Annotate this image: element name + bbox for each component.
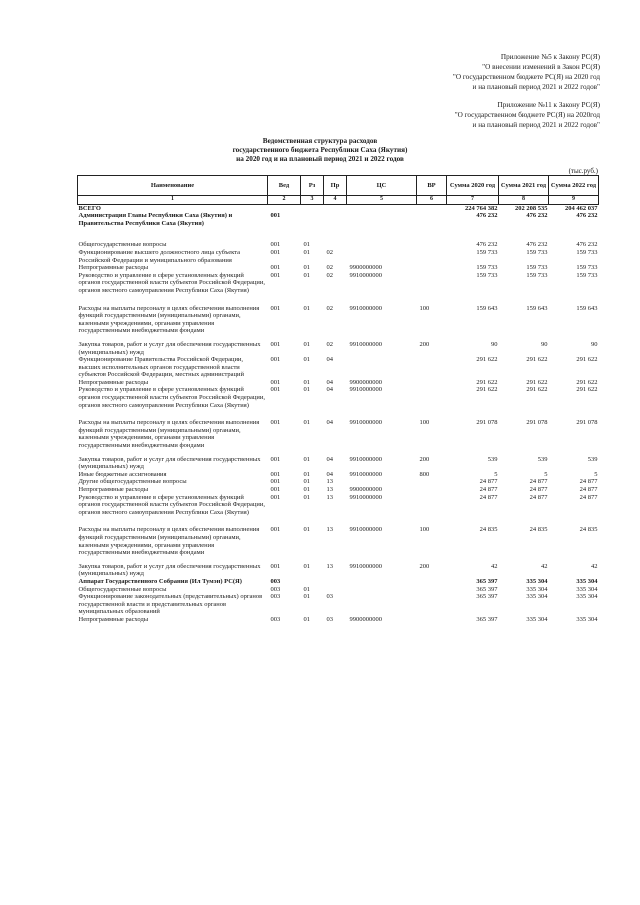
cell-ved: 001 bbox=[270, 356, 281, 364]
cell-pr: 02 bbox=[326, 304, 333, 312]
cell-vr bbox=[417, 379, 447, 387]
cell-sum-2022: 291 622 bbox=[576, 356, 598, 364]
cell-cs: 9910000000 bbox=[349, 470, 382, 478]
cell-ved: 001 bbox=[270, 493, 281, 501]
cell-vr bbox=[417, 494, 447, 517]
spacer-row bbox=[78, 295, 599, 305]
cell-cs: 9910000000 bbox=[349, 455, 382, 463]
cell-ved: 001 bbox=[270, 478, 281, 486]
cell-sum-2022: 159 733 bbox=[576, 271, 598, 279]
cell-sum-2020: 159 733 bbox=[476, 248, 498, 256]
cell-sum-2020: 365 397 bbox=[476, 615, 498, 623]
table-body bbox=[78, 204, 599, 623]
cell-cs: 9910000000 bbox=[349, 340, 382, 348]
cell-sum-2020: 291 078 bbox=[476, 419, 498, 427]
cell-ved: 001 bbox=[270, 304, 281, 312]
column-number-row bbox=[78, 196, 599, 205]
cell-sum-2021: 159 733 bbox=[526, 271, 548, 279]
cell-sum-2021: 24 877 bbox=[529, 486, 548, 493]
cell-cs: 9900000000 bbox=[349, 378, 382, 386]
cell-sum-2021: 5 bbox=[544, 470, 548, 478]
column-number: 7 bbox=[447, 196, 499, 205]
appendix-line: "О государственном бюджете РС(Я) на 2020 год bbox=[452, 73, 600, 81]
cell-sum-2021: 24 877 bbox=[529, 478, 548, 486]
cell-pr: 04 bbox=[326, 356, 333, 364]
cell-cs: 9910000000 bbox=[349, 526, 382, 534]
cell-cs bbox=[347, 249, 417, 264]
cell-sum-2020: 476 232 bbox=[476, 212, 498, 220]
appendix-line: Приложение №11 к Закону РС(Я) bbox=[497, 101, 600, 109]
spacer-cell bbox=[78, 516, 599, 526]
cell-sum-2021: 335 304 bbox=[526, 593, 548, 601]
cell-cs bbox=[347, 241, 417, 249]
table-row bbox=[78, 272, 599, 295]
cell-ved bbox=[268, 204, 301, 212]
table-row bbox=[78, 212, 599, 227]
spacer-row bbox=[78, 409, 599, 419]
cell-sum-2021: 90 bbox=[541, 340, 548, 348]
cell-ved: 001 bbox=[270, 212, 281, 220]
table-row bbox=[78, 478, 599, 486]
cell-sum-2021: 291 622 bbox=[526, 356, 548, 364]
cell-vr: 100 bbox=[419, 304, 430, 312]
cell-sum-2022: 5 bbox=[594, 470, 598, 478]
cell-pr: 03 bbox=[326, 593, 333, 601]
header-pr: Пр bbox=[324, 176, 347, 196]
cell-name: Непрограммные расходы bbox=[78, 378, 149, 386]
cell-sum-2022: 335 304 bbox=[576, 615, 598, 623]
cell-pr: 04 bbox=[326, 378, 333, 386]
cell-sum-2022: 539 bbox=[587, 455, 598, 463]
cell-cs: 9910000000 bbox=[349, 419, 382, 427]
cell-vr bbox=[417, 478, 447, 486]
cell-cs: 9910000000 bbox=[349, 271, 382, 279]
table-row bbox=[78, 494, 599, 517]
cell-pr: 02 bbox=[326, 264, 333, 272]
cell-ved: 001 bbox=[270, 486, 281, 493]
table-row bbox=[78, 593, 599, 616]
cell-sum-2022: 159 733 bbox=[576, 248, 598, 256]
cell-pr: 02 bbox=[326, 248, 333, 256]
column-number: 1 bbox=[78, 196, 268, 205]
cell-rz: 01 bbox=[303, 419, 310, 427]
cell-vr: 100 bbox=[419, 419, 430, 427]
cell-sum-2020: 365 397 bbox=[476, 585, 498, 593]
cell-sum-2020: 90 bbox=[491, 340, 498, 348]
cell-ved: 001 bbox=[270, 419, 281, 427]
cell-sum-2022: 24 877 bbox=[579, 493, 598, 501]
header-sum-2020: Сумма 2020 год bbox=[447, 176, 499, 196]
table-row bbox=[78, 264, 599, 272]
cell-ved: 001 bbox=[270, 455, 281, 463]
cell-sum-2020: 224 764 382 bbox=[465, 204, 498, 212]
table-row bbox=[78, 356, 599, 379]
cell-sum-2021: 24 877 bbox=[529, 493, 548, 501]
cell-vr: 200 bbox=[419, 562, 430, 570]
cell-rz bbox=[301, 212, 324, 227]
cell-cs bbox=[347, 578, 417, 586]
cell-sum-2022: 159 733 bbox=[576, 264, 598, 272]
cell-sum-2020: 42 bbox=[491, 562, 498, 570]
cell-rz: 01 bbox=[303, 562, 310, 570]
cell-cs bbox=[347, 593, 417, 616]
header-rz: Рз bbox=[301, 176, 324, 196]
cell-rz: 01 bbox=[303, 271, 310, 279]
cell-vr bbox=[417, 593, 447, 616]
cell-sum-2022: 90 bbox=[591, 340, 598, 348]
cell-pr: 13 bbox=[326, 562, 333, 570]
cell-cs: 9910000000 bbox=[349, 304, 382, 312]
table-row bbox=[78, 578, 599, 586]
table-row bbox=[78, 586, 599, 594]
cell-rz: 01 bbox=[303, 486, 310, 493]
cell-ved: 001 bbox=[270, 562, 281, 570]
cell-vr bbox=[417, 356, 447, 379]
cell-sum-2020: 291 622 bbox=[476, 378, 498, 386]
cell-pr: 13 bbox=[326, 478, 333, 486]
cell-cs bbox=[347, 212, 417, 227]
appendix-line: "О внесении изменений в Закон РС(Я) bbox=[482, 63, 600, 71]
cell-sum-2020: 159 643 bbox=[476, 304, 498, 312]
cell-sum-2022: 24 877 bbox=[579, 478, 598, 486]
cell-cs bbox=[347, 586, 417, 594]
cell-rz: 01 bbox=[303, 585, 310, 593]
table-row bbox=[78, 526, 599, 556]
table-row bbox=[78, 419, 599, 449]
cell-name: Расходы на выплаты персоналу в целях обеспечения выполнения функций государственными (муниципальными) органами, казенными учреждениями, органами управления государственными внебюджетными фондами bbox=[78, 419, 260, 450]
cell-pr: 04 bbox=[326, 455, 333, 463]
cell-name: Руководство и управление в сфере установленных функций органов государственной власти субъектов Российской Федерации, органов местного самоуправления Республики Саха (Якутия) bbox=[78, 493, 265, 516]
cell-ved: 003 bbox=[270, 615, 281, 623]
cell-cs: 9900000000 bbox=[349, 486, 382, 493]
cell-sum-2020: 291 622 bbox=[476, 356, 498, 364]
cell-pr: 04 bbox=[326, 470, 333, 478]
cell-ved: 001 bbox=[270, 340, 281, 348]
table-row bbox=[78, 471, 599, 479]
cell-cs: 9910000000 bbox=[349, 386, 382, 394]
cell-sum-2020: 476 232 bbox=[476, 241, 498, 249]
cell-ved: 003 bbox=[270, 577, 281, 585]
cell-sum-2020: 159 733 bbox=[476, 264, 498, 272]
table-row bbox=[78, 241, 599, 249]
cell-sum-2021: 202 208 535 bbox=[515, 204, 548, 212]
cell-rz: 01 bbox=[303, 378, 310, 386]
cell-ved: 001 bbox=[270, 386, 281, 394]
cell-sum-2022: 476 232 bbox=[576, 241, 598, 249]
cell-pr: 13 bbox=[326, 493, 333, 501]
cell-name: Закупка товаров, работ и услуг для обеспечения государственных (муниципальных) нужд bbox=[78, 562, 261, 578]
column-number: 9 bbox=[549, 196, 599, 205]
cell-cs bbox=[347, 204, 417, 212]
column-number: 3 bbox=[301, 196, 324, 205]
column-number: 2 bbox=[268, 196, 301, 205]
cell-cs: 9900000000 bbox=[349, 264, 382, 272]
cell-vr: 200 bbox=[419, 340, 430, 348]
cell-cs: 9900000000 bbox=[349, 615, 382, 623]
cell-sum-2021: 159 643 bbox=[526, 304, 548, 312]
cell-name: Общегосударственные вопросы bbox=[78, 585, 167, 593]
cell-rz: 01 bbox=[303, 615, 310, 623]
cell-vr bbox=[417, 204, 447, 212]
cell-name: Расходы на выплаты персоналу в целях обеспечения выполнения функций государственными (муниципальными) органами, казенными учреждениями, органами управления государственными внебюджетными фондами bbox=[78, 304, 260, 335]
cell-sum-2021: 539 bbox=[537, 455, 548, 463]
cell-pr: 02 bbox=[326, 271, 333, 279]
cell-name: Непрограммные расходы bbox=[78, 486, 149, 493]
cell-rz: 01 bbox=[303, 526, 310, 534]
cell-sum-2020: 5 bbox=[494, 470, 498, 478]
title-line: Ведомственная структура расходов bbox=[262, 137, 378, 145]
spacer-cell bbox=[78, 227, 599, 241]
spacer-cell bbox=[78, 295, 599, 305]
cell-rz bbox=[301, 578, 324, 586]
cell-rz: 01 bbox=[303, 593, 310, 601]
cell-rz bbox=[301, 204, 324, 212]
cell-sum-2022: 291 622 bbox=[576, 386, 598, 394]
cell-name: Другие общегосударственные вопросы bbox=[78, 478, 187, 486]
cell-sum-2021: 24 835 bbox=[529, 526, 548, 534]
cell-pr bbox=[324, 578, 347, 586]
cell-name: Функционирование законодательных (представительных) органов государственной власти и представительных органов муниципальных образований bbox=[78, 593, 263, 616]
cell-name: Аппарат Государственного Собрания (Ил Тумэн) РС(Я) bbox=[78, 577, 242, 585]
cell-sum-2022: 335 304 bbox=[576, 593, 598, 601]
title-line: на 2020 год и на плановый период 2021 и 2022 годов bbox=[236, 155, 404, 163]
table-row bbox=[78, 563, 599, 578]
cell-vr bbox=[417, 486, 447, 494]
cell-vr bbox=[417, 386, 447, 409]
cell-rz: 01 bbox=[303, 470, 310, 478]
spacer-row bbox=[78, 227, 599, 241]
cell-name: Общегосударственные вопросы bbox=[78, 241, 167, 249]
table-row bbox=[78, 341, 599, 356]
cell-vr bbox=[417, 241, 447, 249]
cell-vr bbox=[417, 586, 447, 594]
cell-sum-2021: 335 304 bbox=[526, 585, 548, 593]
appendix-line: "О государственном бюджете РС(Я) на 2020год bbox=[454, 111, 600, 119]
cell-vr: 100 bbox=[419, 526, 430, 534]
cell-sum-2022: 335 304 bbox=[576, 585, 598, 593]
cell-sum-2022: 204 462 037 bbox=[565, 204, 598, 212]
cell-sum-2022: 42 bbox=[591, 562, 598, 570]
cell-name: Закупка товаров, работ и услуг для обеспечения государственных (муниципальных) нужд bbox=[78, 455, 261, 471]
appendix-line: Приложение №5 к Закону РС(Я) bbox=[500, 53, 600, 61]
cell-pr: 04 bbox=[326, 419, 333, 427]
cell-cs bbox=[347, 478, 417, 486]
header-vr: ВР bbox=[417, 176, 447, 196]
cell-name: Непрограммные расходы bbox=[78, 264, 149, 272]
cell-sum-2022: 24 835 bbox=[579, 526, 598, 534]
appendix-line: и на плановый период 2021 и 2022 годов" bbox=[472, 121, 600, 129]
cell-ved: 001 bbox=[270, 271, 281, 279]
cell-sum-2022: 159 643 bbox=[576, 304, 598, 312]
title-line: государственного бюджета Республики Саха (Якутия) bbox=[232, 146, 408, 154]
cell-sum-2020: 24 835 bbox=[479, 526, 498, 534]
appendix-5-note bbox=[453, 52, 600, 92]
header-sum-2022: Сумма 2022 год bbox=[549, 176, 599, 196]
cell-sum-2021: 335 304 bbox=[526, 615, 548, 623]
appendix-11-note bbox=[455, 100, 600, 130]
cell-vr bbox=[417, 249, 447, 264]
cell-sum-2022: 291 078 bbox=[576, 419, 598, 427]
unit-label: (тыс.руб.) bbox=[568, 167, 598, 175]
cell-sum-2021: 476 232 bbox=[526, 212, 548, 220]
cell-name: Руководство и управление в сфере установленных функций органов государственной власти субъектов Российской Федерации, органов местного самоуправления Республики Саха (Якутия) bbox=[78, 271, 265, 294]
table-row bbox=[78, 379, 599, 387]
cell-sum-2021: 291 622 bbox=[526, 378, 548, 386]
cell-ved: 001 bbox=[270, 526, 281, 534]
cell-ved: 001 bbox=[270, 248, 281, 256]
cell-vr bbox=[417, 212, 447, 227]
cell-name: Расходы на выплаты персоналу в целях обеспечения выполнения функций государственными (муниципальными) органами, казенными учреждениями, органами управления государственными внебюджетными фондами bbox=[78, 526, 260, 557]
cell-name: ВСЕГО bbox=[78, 204, 101, 212]
cell-sum-2020: 24 877 bbox=[479, 493, 498, 501]
cell-rz: 01 bbox=[303, 304, 310, 312]
cell-sum-2021: 291 078 bbox=[526, 419, 548, 427]
cell-ved: 001 bbox=[270, 378, 281, 386]
cell-pr: 04 bbox=[326, 386, 333, 394]
spacer-cell bbox=[78, 409, 599, 419]
column-number: 8 bbox=[499, 196, 549, 205]
table-row bbox=[78, 305, 599, 335]
cell-pr bbox=[324, 241, 347, 249]
cell-vr bbox=[417, 264, 447, 272]
cell-pr bbox=[324, 586, 347, 594]
column-number: 5 bbox=[347, 196, 417, 205]
cell-sum-2021: 291 622 bbox=[526, 386, 548, 394]
table-row bbox=[78, 616, 599, 624]
cell-sum-2020: 291 622 bbox=[476, 386, 498, 394]
cell-sum-2020: 365 397 bbox=[476, 577, 498, 585]
cell-name: Непрограммные расходы bbox=[78, 615, 149, 623]
cell-sum-2021: 42 bbox=[541, 562, 548, 570]
column-number: 6 bbox=[417, 196, 447, 205]
cell-pr: 03 bbox=[326, 615, 333, 623]
header-ved: Вед bbox=[268, 176, 301, 196]
spacer-row bbox=[78, 516, 599, 526]
cell-rz: 01 bbox=[303, 478, 310, 486]
cell-name: Функционирование Правительства Российской Федерации, высших исполнительных органов государственной власти субъектов Российской Федерации, местных администраций bbox=[78, 356, 244, 379]
cell-pr: 13 bbox=[326, 486, 333, 493]
cell-ved: 003 bbox=[270, 593, 281, 601]
column-number: 4 bbox=[324, 196, 347, 205]
cell-rz: 01 bbox=[303, 386, 310, 394]
cell-rz: 01 bbox=[303, 248, 310, 256]
cell-sum-2021: 159 733 bbox=[526, 248, 548, 256]
cell-sum-2022: 291 622 bbox=[576, 378, 598, 386]
cell-sum-2020: 159 733 bbox=[476, 271, 498, 279]
cell-sum-2022: 476 232 bbox=[576, 212, 598, 220]
cell-sum-2020: 365 397 bbox=[476, 593, 498, 601]
table-row bbox=[78, 386, 599, 409]
cell-rz: 01 bbox=[303, 356, 310, 364]
appendix-line: и на плановый период 2021 и 2022 годов" bbox=[472, 83, 600, 91]
cell-sum-2020: 24 877 bbox=[479, 478, 498, 486]
cell-vr bbox=[417, 272, 447, 295]
cell-vr: 800 bbox=[419, 470, 430, 478]
cell-ved: 003 bbox=[270, 585, 281, 593]
cell-ved: 001 bbox=[270, 470, 281, 478]
cell-sum-2021: 476 232 bbox=[526, 241, 548, 249]
table-row bbox=[78, 456, 599, 471]
cell-rz: 01 bbox=[303, 493, 310, 501]
cell-cs: 9910000000 bbox=[349, 493, 382, 501]
header-name: Наименование bbox=[78, 176, 268, 196]
cell-name: Иные бюджетные ассигнования bbox=[78, 470, 167, 478]
cell-vr: 200 bbox=[419, 455, 430, 463]
cell-sum-2020: 24 877 bbox=[479, 486, 498, 493]
cell-pr: 13 bbox=[326, 526, 333, 534]
cell-name: Закупка товаров, работ и услуг для обеспечения государственных (муниципальных) нужд bbox=[78, 340, 261, 356]
cell-ved: 001 bbox=[270, 264, 281, 272]
cell-name: Функционирование высшего должностного лица субъекта Российской Федерации и муниципального образования bbox=[78, 248, 240, 264]
cell-pr bbox=[324, 204, 347, 212]
table-header-row bbox=[78, 176, 599, 196]
cell-sum-2022: 335 304 bbox=[576, 577, 598, 585]
cell-vr bbox=[417, 616, 447, 624]
cell-sum-2022: 24 877 bbox=[579, 486, 598, 493]
cell-name: Администрация Главы Республики Саха (Якутия) и Правительства Республики Саха (Якутия) bbox=[78, 212, 233, 227]
cell-sum-2021: 335 304 bbox=[526, 577, 548, 585]
cell-sum-2020: 539 bbox=[487, 455, 498, 463]
cell-rz: 01 bbox=[303, 241, 310, 249]
budget-table bbox=[77, 175, 599, 624]
cell-rz: 01 bbox=[303, 340, 310, 348]
header-sum-2021: Сумма 2021 год bbox=[499, 176, 549, 196]
cell-pr: 02 bbox=[326, 340, 333, 348]
cell-ved: 001 bbox=[270, 241, 281, 249]
cell-cs: 9910000000 bbox=[349, 562, 382, 570]
table-row bbox=[78, 204, 599, 212]
cell-rz: 01 bbox=[303, 264, 310, 272]
cell-vr bbox=[417, 578, 447, 586]
cell-cs bbox=[347, 356, 417, 379]
document-title bbox=[0, 137, 640, 164]
cell-name: Руководство и управление в сфере установленных функций органов государственной власти субъектов Российской Федерации, органов местного самоуправления Республики Саха (Якутия) bbox=[78, 386, 265, 409]
cell-rz: 01 bbox=[303, 455, 310, 463]
table-row bbox=[78, 249, 599, 264]
table-row bbox=[78, 486, 599, 494]
header-cs: ЦС bbox=[347, 176, 417, 196]
cell-pr bbox=[324, 212, 347, 227]
cell-sum-2021: 159 733 bbox=[526, 264, 548, 272]
